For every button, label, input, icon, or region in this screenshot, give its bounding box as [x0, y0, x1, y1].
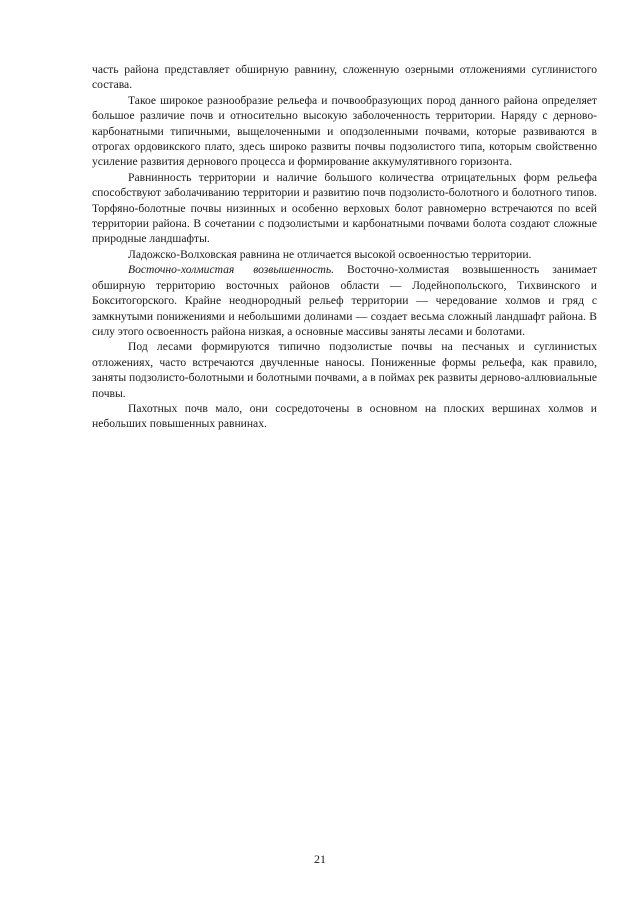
page-number: 21	[314, 852, 326, 866]
paragraph-relief-diversity: Такое широкое разнообразие рельефа и почвообразующих пород данного района определяет большое различие почв и относительно высокую заболоченность территории. Наряду с дерново-карбонатными типичными, выщелоченными и оподзоленными почвами, которые развиваются в отрогах ордовикского плато, здесь широко развиты почвы подзолистого типа, которым свойственно усиление развития дернового процесса и формирование аккумулятивного горизонта.	[92, 93, 597, 169]
paragraph-eastern-upland	[92, 262, 597, 339]
paragraph-eastern-upland-text: Восточно-холмистая возвышенность занимает обширную территорию восточных районов области — Лодейнопольского, Тихвинского и Бокситогорского. Крайне неоднородный рельеф территории — чередование холмов и гряд с замкнутыми понижениями и небольшими долинами — создает весьма сложный ландшафт района. В силу этого освоенность района низкая, а основные массивы заняты лесами и болотами.	[92, 263, 597, 338]
paragraph-plain-terrain: Равнинность территории и наличие большого количества отрицательных форм рельефа способствуют заболачиванию территории и развитию почв подзолисто-болотного и болотного типов. Торфяно-болотные почвы низинных и особенно верховых болот равномерно встречаются по всей территории района. В сочетании с подзолистыми и карбонатными почвами болота создают сложные природные ландшафты.	[92, 170, 597, 246]
section-term-eastern-upland: Восточно-холмистая возвышенность.	[128, 263, 335, 277]
document-body	[92, 62, 597, 432]
paragraph-arable-soils: Пахотных почв мало, они сосредоточены в основном на плоских вершинах холмов и небольших повышенных равнинах.	[92, 401, 597, 431]
paragraph-continuation: часть района представляет обширную равнину, сложенную озерными отложениями суглинистого состава.	[92, 63, 597, 92]
paragraph-forest-soils: Под лесами формируются типично подзолистые почвы на песчаных и суглинистых отложениях, часто встречаются двучленные наносы. Пониженные формы рельефа, как правило, заняты подзолисто-болотными и болотными почвами, а в поймах рек развиты дерново-аллювиальные почвы.	[92, 340, 597, 400]
paragraph-ladoga-volkhov: Ладожско-Волховская равнина не отличается высокой освоенностью территории.	[128, 247, 532, 261]
